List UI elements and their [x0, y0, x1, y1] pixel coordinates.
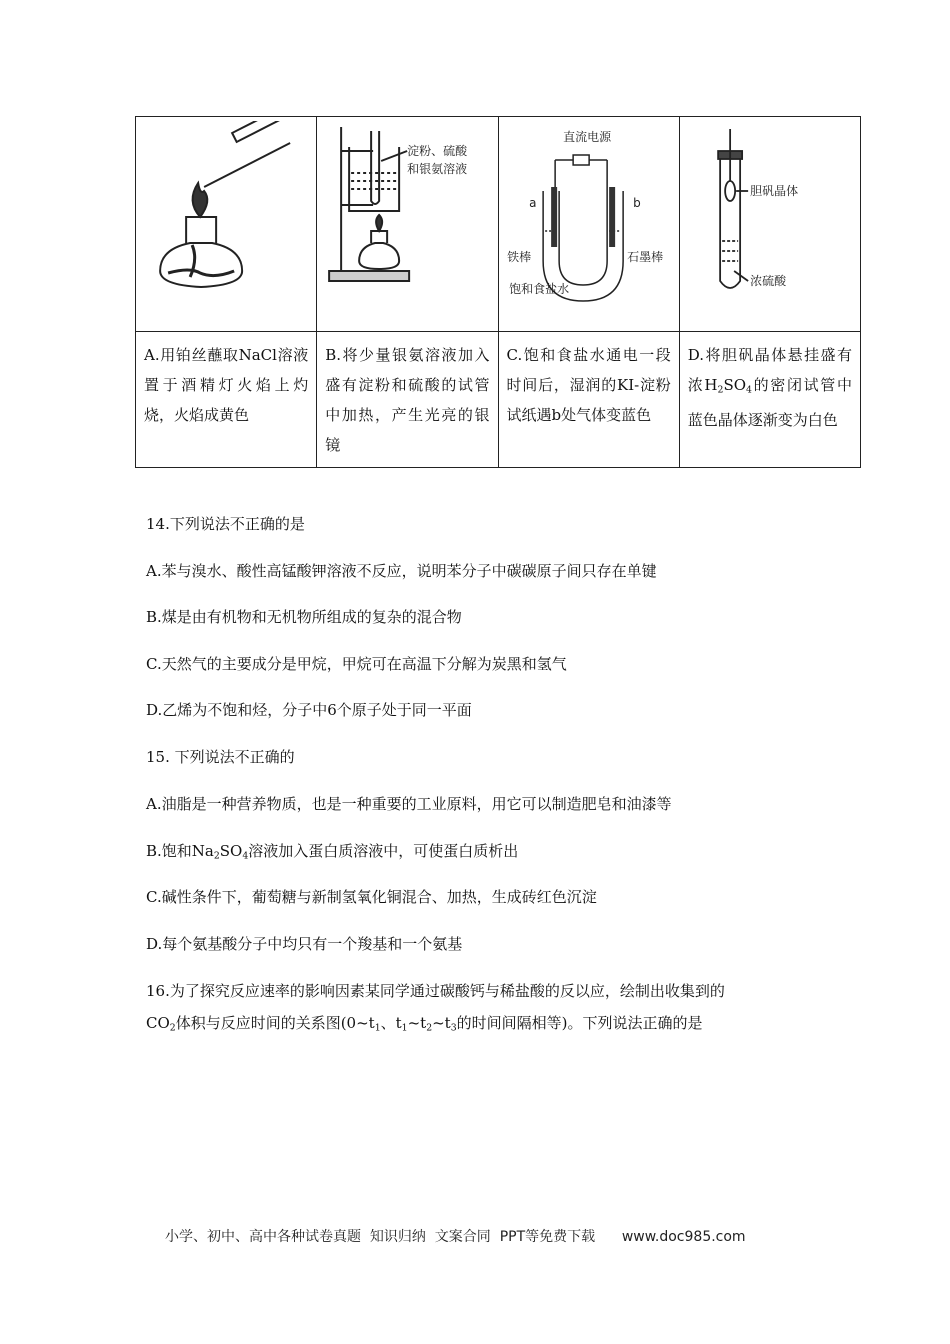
subscript: 3 — [450, 1022, 457, 1034]
q15-option-d: D.每个氨基酸分子中均只有一个羧基和一个氨基 — [146, 935, 463, 953]
experiment-text-row — [136, 332, 861, 468]
q15-b-post: 溶液加入蛋白质溶液中，可使蛋白质析出 — [248, 842, 519, 860]
q16-stem-line-2 — [146, 1013, 703, 1038]
subscript: 4 — [242, 850, 249, 862]
diagram-cell-b — [317, 117, 498, 332]
option-d-cell — [679, 332, 860, 468]
q14-stem: 14.下列说法不正确的是 — [146, 515, 305, 533]
subscript: 1 — [401, 1022, 408, 1034]
q16-co: CO — [146, 1014, 170, 1032]
q15-b-mid: SO — [219, 842, 243, 860]
q14-option-a: A.苯与溴水、酸性高锰酸钾溶液不反应，说明苯分子中碳碳原子间只存在单键 — [146, 562, 657, 580]
diagram-d-crystal-label: 胆矾晶体 — [749, 184, 798, 198]
diagram-c-brine-label: 饱和食盐水 — [508, 282, 569, 296]
subscript: 2 — [169, 1022, 176, 1034]
q16-text-b: 体积与反应时间的关系图(0~t — [175, 1014, 375, 1032]
alcohol-lamp-flame-diagram — [140, 121, 312, 321]
diagram-b-label-2: 和银氨溶液 — [407, 162, 468, 176]
diagram-cell-c — [498, 117, 679, 332]
page-footer: 小学、初中、高中各种试卷真题 知识归纳 文案合同 PPT等免费下载 www.doc985.com — [165, 1229, 746, 1245]
q14-option-c: C.天然气的主要成分是甲烷，甲烷可在高温下分解为炭黑和氢气 — [146, 655, 567, 673]
diagram-c-power-label: 直流电源 — [562, 130, 611, 144]
diagram-c-graphite-label: 石墨棒 — [626, 250, 663, 264]
subscript: 2 — [426, 1022, 433, 1034]
q14-option-b: B.煤是由有机物和无机物所组成的复杂的混合物 — [146, 608, 462, 626]
subscript: 2 — [717, 384, 724, 396]
option-c-cell: C.饱和食盐水通电一段时间后，湿润的KI-淀粉试纸遇b处气体变蓝色 — [498, 332, 679, 468]
diagram-cell-d — [679, 117, 860, 332]
diagram-cell-a — [136, 117, 317, 332]
option-b-cell: B.将少量银氨溶液加入盛有淀粉和硫酸的试管中加热，产生光亮的银镜 — [317, 332, 498, 468]
diagram-c-iron-label: 铁棒 — [506, 250, 531, 264]
q15-option-c: C.碱性条件下，葡萄糖与新制氢氧化铜混合、加热，生成砖红色沉淀 — [146, 888, 597, 906]
option-d-text-mid: SO — [723, 376, 747, 394]
diagram-d-acid-label: 浓硫酸 — [749, 274, 786, 288]
q16-text-e: ~t — [432, 1014, 451, 1032]
option-d-text-post: 的密闭试管中蓝色晶体逐渐变为白色 — [687, 376, 852, 430]
subscript: 2 — [213, 850, 220, 862]
option-a-cell: A.用铂丝蘸取NaCl溶液置于酒精灯火焰上灼烧，火焰成黄色 — [136, 332, 317, 468]
water-bath-silver-mirror-diagram — [321, 121, 493, 321]
experiment-diagram-row — [136, 117, 861, 332]
diagram-b-label-1: 淀粉、硫酸 — [407, 144, 468, 158]
option-d-text-pre: D.将胆矾晶体悬挂盛有浓H — [687, 346, 852, 394]
diagram-c-b-label: b — [632, 196, 641, 210]
q16-text-d: ~t — [407, 1014, 427, 1032]
q16-stem-line-1: 16.为了探究反应速率的影响因素某同学通过碳酸钙与稀盐酸的反以应，绘制出收集到的 — [146, 982, 725, 1000]
experiment-table — [135, 116, 861, 468]
electrolysis-u-tube-diagram — [503, 121, 675, 321]
subscript: 1 — [374, 1022, 381, 1034]
q15-option-b — [146, 841, 518, 866]
q16-text-f: 的时间间隔相等)。下列说法正确的是 — [456, 1014, 703, 1032]
q14-option-d: D.乙烯为不饱和烃，分子中6个原子处于同一平面 — [146, 701, 472, 719]
q15-b-pre: B.饱和Na — [146, 842, 214, 860]
q16-text-c: 、t — [380, 1014, 402, 1032]
q15-stem: 15. 下列说法不正确的 — [146, 748, 295, 766]
q15-option-a: A.油脂是一种营养物质，也是一种重要的工业原料，用它可以制造肥皂和油漆等 — [146, 795, 672, 813]
test-tube-crystal-diagram — [684, 121, 856, 321]
subscript: 4 — [746, 384, 752, 396]
diagram-c-a-label: a — [528, 196, 536, 210]
